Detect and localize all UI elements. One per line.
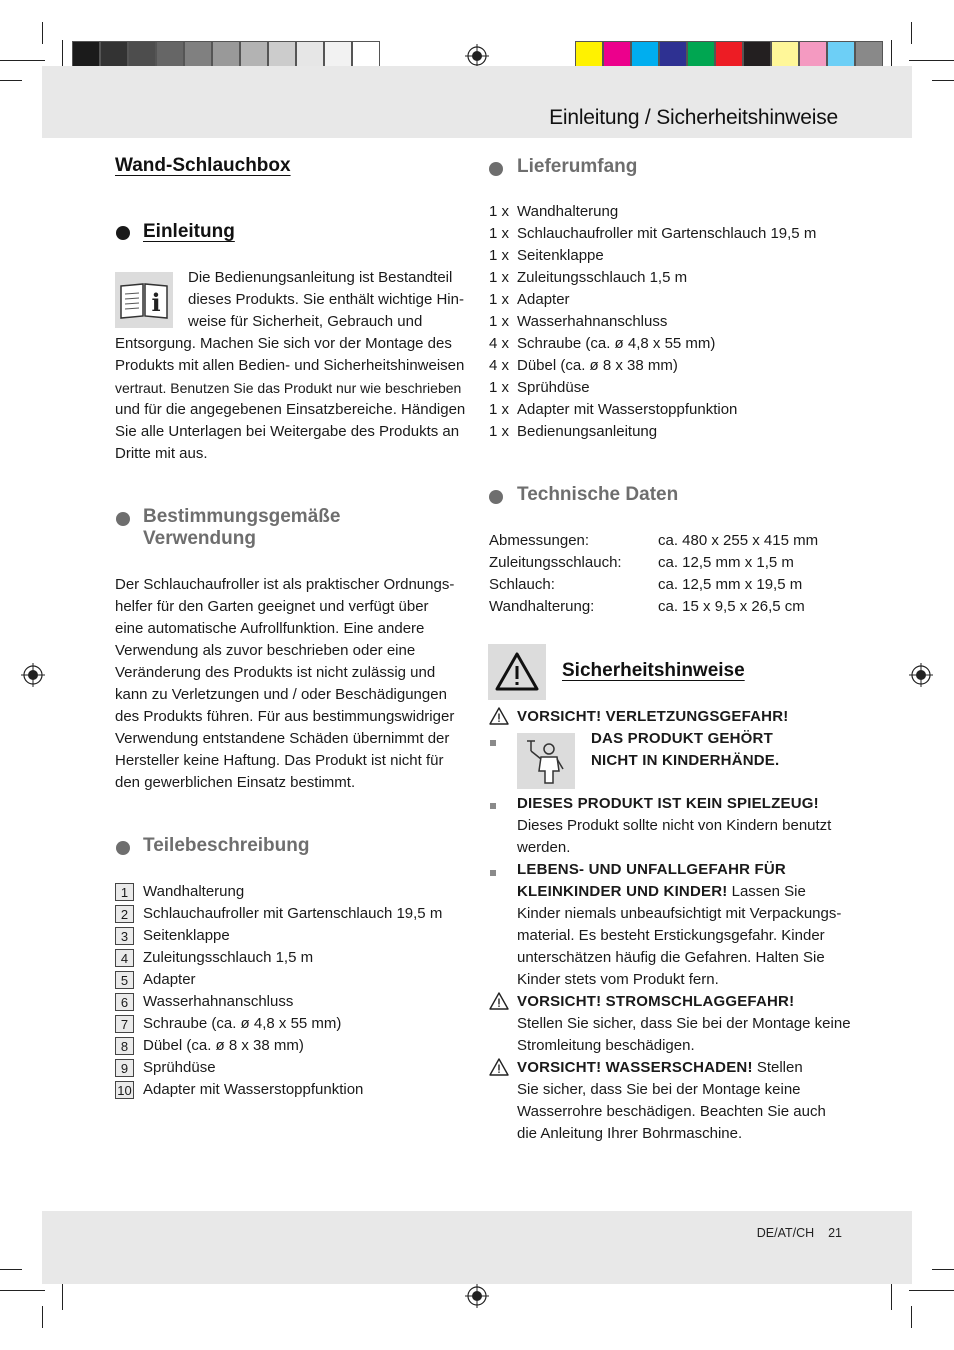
delivery-item: Sprühdüse xyxy=(517,379,590,396)
tech-value: ca. 480 x 255 x 415 mm xyxy=(658,532,819,549)
color-swatch xyxy=(799,41,827,68)
part-number: 10 xyxy=(115,1081,134,1099)
page-number: 21 xyxy=(828,1226,842,1240)
text-regular: Stellen xyxy=(752,1059,803,1076)
crop-mark xyxy=(932,1269,954,1270)
crop-mark xyxy=(911,1306,912,1328)
color-swatch xyxy=(603,41,631,68)
part-label: Wandhalterung xyxy=(143,883,245,900)
crop-mark xyxy=(0,60,45,61)
text-line: unterschätzen häufig die Gefahren. Halten Sie xyxy=(517,949,825,966)
registration-mark-icon xyxy=(21,663,45,687)
color-swatch xyxy=(743,41,771,68)
heading-technische-daten: Technische Daten xyxy=(517,484,679,505)
heading-line: Bestimmungsgemäße xyxy=(143,506,341,527)
text-line: des Produkts führen. Für aus bestimmungswidriger xyxy=(115,708,455,725)
lebensgefahr-warning xyxy=(517,859,857,991)
crop-mark xyxy=(911,22,912,44)
delivery-qty: 1 x xyxy=(489,225,510,242)
color-swatch xyxy=(771,41,799,68)
crop-mark xyxy=(909,1290,954,1291)
text-line: weise für Sicherheit, Gebrauch und xyxy=(188,313,423,330)
grey-swatch xyxy=(184,41,212,68)
color-swatch xyxy=(687,41,715,68)
text-line: Der Schlauchaufroller ist als praktischer Ordnungs- xyxy=(115,576,455,593)
color-swatch xyxy=(659,41,687,68)
tech-value: ca. 12,5 mm x 19,5 m xyxy=(658,576,803,593)
color-swatch xyxy=(827,41,855,68)
text-regular: Lassen Sie xyxy=(727,883,806,900)
delivery-item: Dübel (ca. ø 8 x 38 mm) xyxy=(517,357,678,374)
tech-value: ca. 15 x 9,5 x 26,5 cm xyxy=(658,598,805,615)
part-label: Seitenklappe xyxy=(143,927,230,944)
footer-lang: DE/AT/CH xyxy=(756,1226,815,1240)
text-line: Verwendung entstandene Schäden übernimmt der xyxy=(115,730,450,747)
part-label: Adapter mit Wasserstoppfunktion xyxy=(143,1081,364,1098)
grey-swatch xyxy=(324,41,352,68)
text-bold: VORSICHT! WASSERSCHADEN! xyxy=(517,1059,753,1076)
text-line: und für die angegebenen Einsatzbereiche. Händigen xyxy=(115,401,466,418)
text-line: Veränderung des Produkts ist nicht zulässig und xyxy=(115,664,436,681)
grey-swatch xyxy=(296,41,324,68)
section-bullet-icon xyxy=(116,226,130,240)
tech-label: Schlauch: xyxy=(489,576,555,593)
text-line: Kinder stets vom Produkt fern. xyxy=(517,971,719,988)
svg-text:i: i xyxy=(151,288,161,317)
kinderhaende-warning xyxy=(591,728,779,772)
grey-swatch xyxy=(212,41,240,68)
delivery-item: Schlauchaufroller mit Gartenschlauch 19,5 m xyxy=(517,225,817,242)
child-warning-icon xyxy=(517,733,575,789)
color-swatch xyxy=(631,41,659,68)
warning-icon xyxy=(489,707,509,725)
delivery-item: Seitenklappe xyxy=(517,247,604,264)
registration-mark-icon xyxy=(465,44,489,68)
section-bullet-icon xyxy=(116,841,130,855)
tech-label: Zuleitungsschlauch: xyxy=(489,554,622,571)
crop-mark xyxy=(0,80,22,81)
heading-teilebeschreibung: Teilebeschreibung xyxy=(143,835,310,856)
text-line: LEBENS- UND UNFALLGEFAHR FÜR xyxy=(517,861,786,878)
delivery-qty: 1 x xyxy=(489,269,510,286)
product-title: Wand-Schlauchbox xyxy=(115,155,291,176)
text-line: DAS PRODUKT GEHÖRT xyxy=(591,730,773,747)
heading-einleitung: Einleitung xyxy=(143,221,235,242)
delivery-qty: 1 x xyxy=(489,379,510,396)
einleitung-intro xyxy=(188,267,478,333)
delivery-qty: 4 x xyxy=(489,335,510,352)
text-line: werden. xyxy=(517,839,571,856)
text-line: Produkts mit allen Bedien- und Sicherheitshinweisen xyxy=(115,357,465,374)
tech-label: Wandhalterung: xyxy=(489,598,595,615)
footer xyxy=(757,1226,842,1240)
color-swatch xyxy=(715,41,743,68)
text-line: Sie sicher, dass Sie bei der Montage keine xyxy=(517,1081,801,1098)
crop-mark xyxy=(42,22,43,44)
tech-value: ca. 12,5 mm x 1,5 m xyxy=(658,554,794,571)
part-number: 7 xyxy=(115,1015,134,1033)
crop-mark xyxy=(42,1306,43,1328)
delivery-item: Wasserhahnanschluss xyxy=(517,313,668,330)
text-line: den gewerblichen Einsatz bestimmt. xyxy=(115,774,356,791)
warning-icon xyxy=(489,1058,509,1076)
delivery-qty: 1 x xyxy=(489,401,510,418)
part-label: Wasserhahnanschluss xyxy=(143,993,294,1010)
delivery-qty: 1 x xyxy=(489,291,510,308)
list-bullet xyxy=(490,740,496,746)
grey-swatch xyxy=(128,41,156,68)
text-line: Dritte mit aus. xyxy=(115,445,208,462)
tech-label: Abmessungen: xyxy=(489,532,590,549)
text-bold: KLEINKINDER UND KINDER! xyxy=(517,883,728,900)
text-line xyxy=(517,881,857,903)
delivery-item: Zuleitungsschlauch 1,5 m xyxy=(517,269,688,286)
section-bullet-icon xyxy=(489,490,503,504)
text-line: Entsorgung. Machen Sie sich vor der Montage des xyxy=(115,335,452,352)
text-line: material. Es besteht Erstickungsgefahr. Kinder xyxy=(517,927,825,944)
text-line: Die Bedienungsanleitung ist Bestandteil xyxy=(188,269,453,286)
part-number: 8 xyxy=(115,1037,134,1055)
crop-mark xyxy=(0,1269,22,1270)
wasserschaden-warning xyxy=(517,1057,857,1145)
heading-sicherheitshinweise: Sicherheitshinweise xyxy=(562,660,745,681)
bestimmung-body xyxy=(115,574,475,794)
text-line: helfer für den Garten geeignet und verfügt über xyxy=(115,598,429,615)
delivery-item: Bedienungsanleitung xyxy=(517,423,658,440)
text-line: Stellen Sie sicher, dass Sie bei der Montage keine xyxy=(517,1015,851,1032)
text-line: DIESES PRODUKT IST KEIN SPIELZEUG! xyxy=(517,795,819,812)
grey-swatch xyxy=(268,41,296,68)
warning-icon xyxy=(489,992,509,1010)
delivery-qty: 4 x xyxy=(489,357,510,374)
heading-bestimmung xyxy=(143,506,340,550)
grey-swatch xyxy=(72,41,100,68)
text-line: die Anleitung Ihrer Bohrmaschine. xyxy=(517,1125,743,1142)
heading-lieferumfang: Lieferumfang xyxy=(517,156,638,177)
list-bullet xyxy=(490,870,496,876)
page-header-title: Einleitung / Sicherheitshinweise xyxy=(549,106,838,129)
text-line: Dieses Produkt sollte nicht von Kindern benutzt xyxy=(517,817,832,834)
part-number: 1 xyxy=(115,883,134,901)
stromschlag-warning xyxy=(517,991,857,1057)
part-number: 4 xyxy=(115,949,134,967)
section-bullet-icon xyxy=(116,512,130,526)
grey-swatch xyxy=(240,41,268,68)
part-number: 5 xyxy=(115,971,134,989)
delivery-item: Wandhalterung xyxy=(517,203,619,220)
delivery-qty: 1 x xyxy=(489,423,510,440)
text-line: vertraut. Benutzen Sie das Produkt nur wie beschrieben xyxy=(115,380,462,396)
part-label: Dübel (ca. ø 8 x 38 mm) xyxy=(143,1037,304,1054)
text-line: NICHT IN KINDERHÄNDE. xyxy=(591,752,780,769)
text-line: eine automatische Aufrollfunktion. Eine andere xyxy=(115,620,425,637)
part-label: Schlauchaufroller mit Gartenschlauch 19,5 m xyxy=(143,905,443,922)
text-line: Wasserrohre beschädigen. Beachten Sie auch xyxy=(517,1103,826,1120)
delivery-item: Adapter mit Wasserstoppfunktion xyxy=(517,401,738,418)
registration-mark-icon xyxy=(909,663,933,687)
grey-swatch xyxy=(156,41,184,68)
part-number: 2 xyxy=(115,905,134,923)
part-label: Schraube (ca. ø 4,8 x 55 mm) xyxy=(143,1015,342,1032)
registration-mark-icon xyxy=(465,1284,489,1308)
delivery-qty: 1 x xyxy=(489,247,510,264)
heading-line: Verwendung xyxy=(143,528,256,549)
text-line: kann zu Verletzungen und / oder Beschädigungen xyxy=(115,686,447,703)
grey-swatch xyxy=(100,41,128,68)
delivery-item: Schraube (ca. ø 4,8 x 55 mm) xyxy=(517,335,716,352)
delivery-qty: 1 x xyxy=(489,313,510,330)
crop-mark xyxy=(909,60,954,61)
text-line xyxy=(517,1057,857,1079)
color-swatch xyxy=(575,41,603,68)
delivery-item: Adapter xyxy=(517,291,570,308)
list-bullet xyxy=(490,803,496,809)
part-number: 9 xyxy=(115,1059,134,1077)
crop-mark xyxy=(0,1290,45,1291)
text-line: VORSICHT! STROMSCHLAGGEFAHR! xyxy=(517,993,795,1010)
warning-injury-title: VORSICHT! VERLETZUNGSGEFAHR! xyxy=(517,708,789,725)
info-manual-icon xyxy=(115,272,173,328)
text-line: Verwendung als zuvor beschrieben oder eine xyxy=(115,642,416,659)
part-number: 3 xyxy=(115,927,134,945)
warning-icon xyxy=(488,644,546,700)
part-label: Adapter xyxy=(143,971,196,988)
delivery-qty: 1 x xyxy=(489,203,510,220)
crop-mark xyxy=(932,80,954,81)
einleitung-body xyxy=(115,333,475,465)
text-line: dieses Produkts. Sie enthält wichtige Hin- xyxy=(188,291,464,308)
text-line: Kinder niemals unbeaufsichtigt mit Verpackungs- xyxy=(517,905,842,922)
part-number: 6 xyxy=(115,993,134,1011)
section-bullet-icon xyxy=(489,162,503,176)
text-line: Stromleitung beschädigen. xyxy=(517,1037,695,1054)
text-line: Sie alle Unterlagen bei Weitergabe des Produkts an xyxy=(115,423,460,440)
footer-band xyxy=(42,1211,912,1284)
text-line: Hersteller keine Haftung. Das Produkt ist nicht für xyxy=(115,752,444,769)
part-label: Zuleitungsschlauch 1,5 m xyxy=(143,949,314,966)
grey-swatch xyxy=(352,41,380,68)
color-swatch xyxy=(855,41,883,68)
part-label: Sprühdüse xyxy=(143,1059,216,1076)
spielzeug-warning xyxy=(517,793,857,859)
